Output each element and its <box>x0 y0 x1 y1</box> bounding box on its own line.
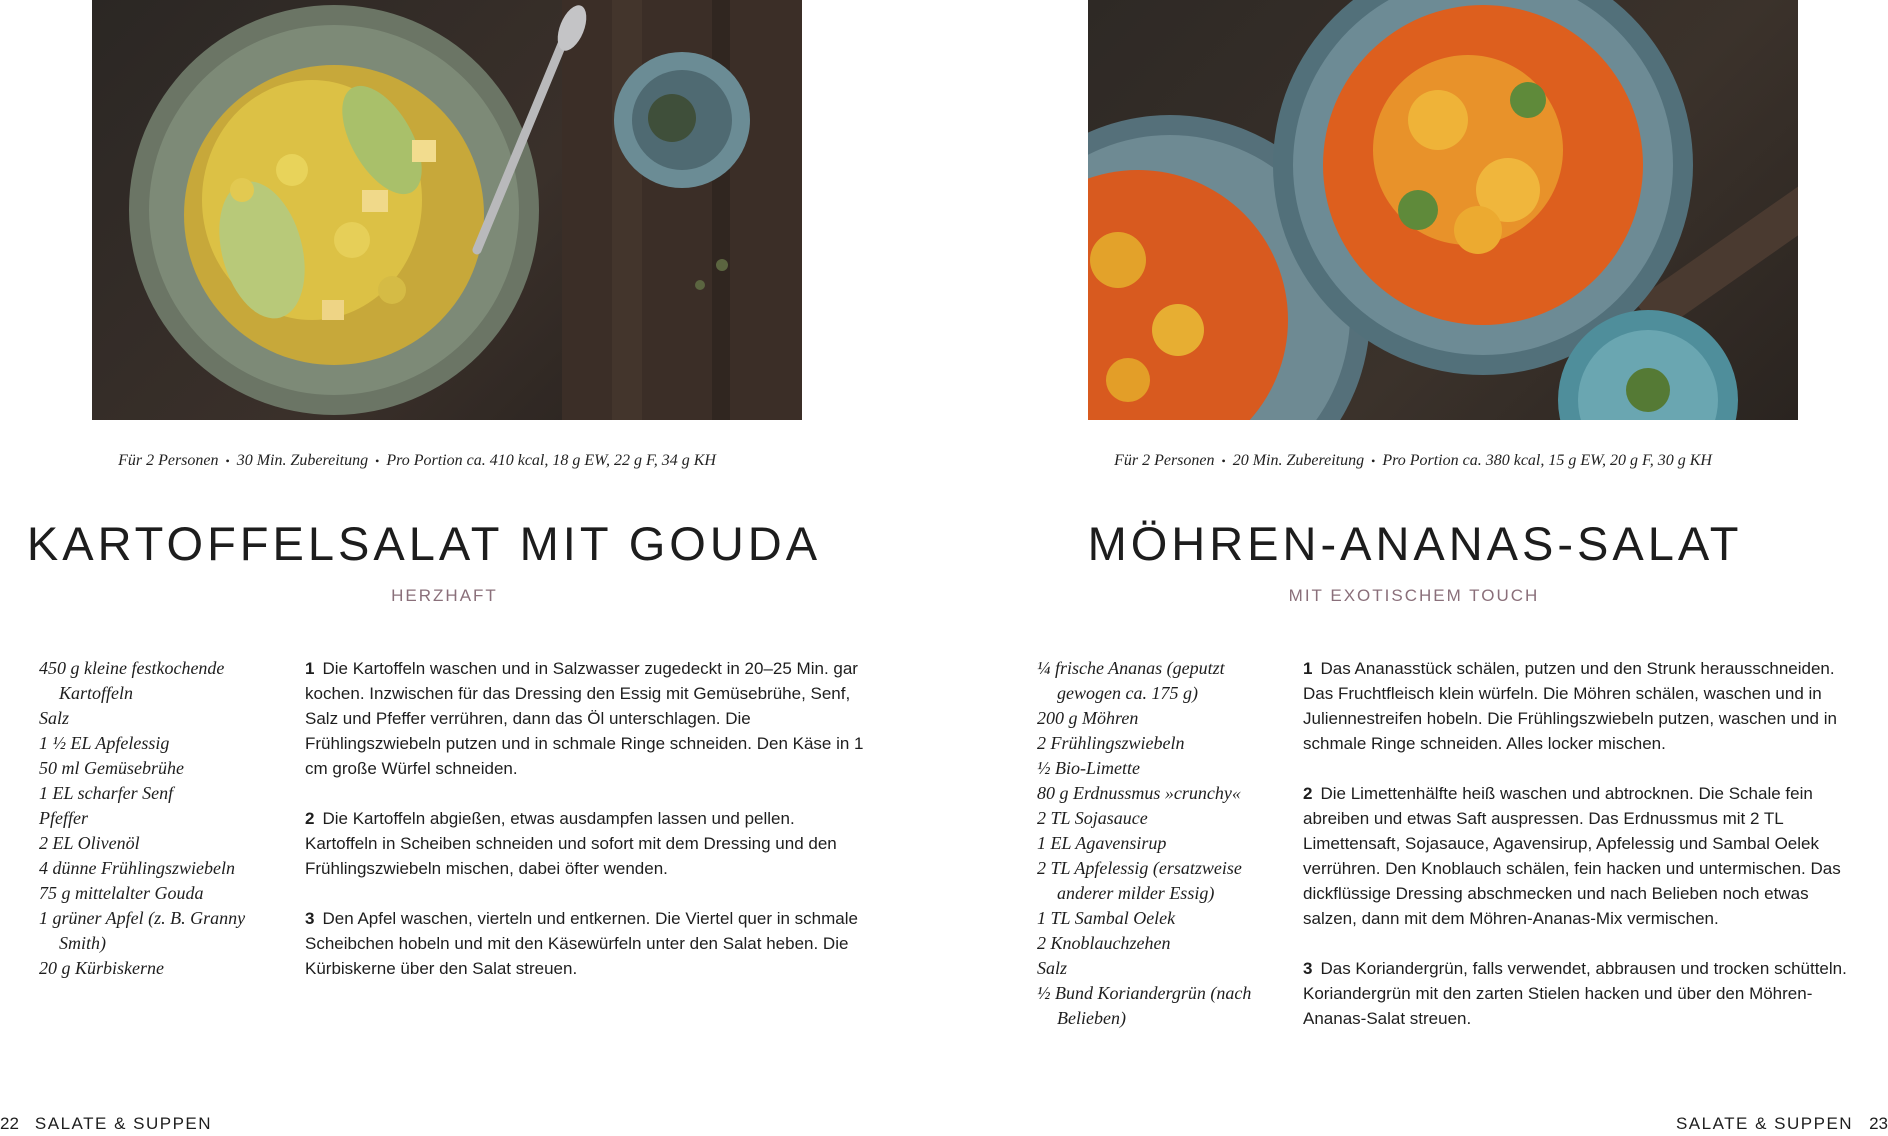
separator-dot: • <box>1221 454 1226 468</box>
page-number: 22 <box>0 1114 19 1133</box>
potato-salad-illustration <box>92 0 802 420</box>
recipe-subtitle: MIT EXOTISCHEM TOUCH <box>1288 586 1540 605</box>
ingredient-item: 80 g Erdnussmus »crunchy« <box>1037 783 1241 803</box>
recipe-meta <box>0 452 889 470</box>
instruction-step <box>1303 956 1863 1031</box>
ingredient-item: 1 TL Sambal Oelek <box>1037 908 1176 928</box>
step-number: 1 <box>1303 659 1313 678</box>
instruction-step <box>305 906 865 981</box>
nutrition: Pro Portion ca. 410 kcal, 18 g EW, 22 g F, 34 g KH <box>386 452 716 469</box>
ingredient-list <box>1037 656 1267 1031</box>
page-number: 23 <box>1869 1114 1888 1133</box>
step-text: Die Kartoffeln abgießen, etwas ausdampfen lassen und pellen. Kartoffeln in Scheiben schneiden und sofort mit dem Dressing und den Frühlingszwiebeln mischen, dabei öfter wenden. <box>305 809 837 878</box>
step-text: Das Ananasstück schälen, putzen und den Strunk herausschneiden. Das Fruchtfleisch klein würfeln. Die Möhren schälen, waschen und in Juliennestreifen hobeln. Die Frühlingszwiebeln putzen, waschen und in schmale Ringe schneiden. Alles locker mischen. <box>1303 659 1837 753</box>
section-title: SALATE & SUPPEN <box>1675 1114 1854 1133</box>
recipe-title: MÖHREN-ANANAS-SALAT <box>1087 517 1743 570</box>
step-text: Die Limettenhälfte heiß waschen und abtrocknen. Die Schale fein abreiben und etwas Saft auspressen. Das Erdnussmus mit 2 TL Limettensaft, Sojasauce, Agavensirup, Apfelessig und Sambal Oelek verrühren. Den Knoblauch schälen, fein hacken und untermischen. Das dickflüssige Dressing abschmecken und nach Belieben noch etwas salzen, dann mit dem Möhren-Ananas-Mix vermischen. <box>1303 784 1841 928</box>
ingredient-item: 75 g mittelalter Gouda <box>39 883 204 903</box>
ingredient-item: Pfeffer <box>39 808 88 828</box>
step-number: 1 <box>305 659 315 678</box>
step-number: 3 <box>1303 959 1313 978</box>
step-number: 2 <box>1303 784 1313 803</box>
instruction-step <box>305 806 865 881</box>
ingredient-item: ½ Bund Koriandergrün (nach Belieben) <box>1037 983 1252 1028</box>
servings: Für 2 Personen <box>118 452 219 469</box>
potato-salad-photo <box>92 0 802 420</box>
prep-time: 30 Min. Zubereitung <box>236 452 369 469</box>
ingredient-item: 2 Knoblauchzehen <box>1037 933 1171 953</box>
ingredient-item: 450 g kleine festkochende Kartoffeln <box>39 658 225 703</box>
page-footer <box>1676 1114 1888 1134</box>
recipe-meta <box>941 452 1885 470</box>
ingredient-list <box>39 656 269 981</box>
ingredient-item: 2 EL Olivenöl <box>39 833 140 853</box>
ingredient-item: 2 Frühlingszwiebeln <box>1037 733 1185 753</box>
instruction-step <box>305 656 865 781</box>
ingredient-item: 200 g Möhren <box>1037 708 1139 728</box>
ingredient-item: 2 TL Sojasauce <box>1037 808 1148 828</box>
recipe-title: KARTOFFELSALAT MIT GOUDA <box>26 517 822 570</box>
separator-dot: • <box>1371 454 1376 468</box>
ingredient-item: 1 grüner Apfel (z. B. Granny Smith) <box>39 908 246 953</box>
step-number: 3 <box>305 909 315 928</box>
step-text: Die Kartoffeln waschen und in Salzwasser zugedeckt in 20–25 Min. gar kochen. Inzwischen für das Dressing den Essig mit Gemüsebrühe, Senf, Salz und Pfeffer verrühren, dann das Öl unterschlagen. Die Frühlingszwiebeln putzen und in schmale Ringe schneiden. Den Käse in 1 cm große Würfel schneiden. <box>305 659 864 778</box>
ingredient-item: Salz <box>1037 958 1068 978</box>
nutrition: Pro Portion ca. 380 kcal, 15 g EW, 20 g F, 30 g KH <box>1382 452 1712 469</box>
prep-time: 20 Min. Zubereitung <box>1232 452 1365 469</box>
ingredient-item: 50 ml Gemüsebrühe <box>39 758 184 778</box>
ingredient-item: ¼ frische Ananas (geputzt gewogen ca. 175 g) <box>1037 658 1225 703</box>
ingredient-item: ½ Bio-Limette <box>1037 758 1140 778</box>
instruction-step <box>1303 656 1863 756</box>
recipe-subtitle: HERZHAFT <box>391 586 498 605</box>
ingredient-item: 1 ½ EL Apfelessig <box>39 733 170 753</box>
right-page <box>944 0 1888 1136</box>
separator-dot: • <box>225 454 230 468</box>
step-text: Das Koriandergrün, falls verwendet, abbrausen und trocken schütteln. Koriandergrün mit den zarten Stielen hacken und über den Möhren-Ananas-Salat streuen. <box>1303 959 1847 1028</box>
ingredient-item: 2 TL Apfelessig (ersatzweise anderer milder Essig) <box>1037 858 1242 903</box>
ingredient-item: 20 g Kürbiskerne <box>39 958 164 978</box>
page-footer <box>0 1114 212 1134</box>
ingredient-item: 1 EL scharfer Senf <box>39 783 174 803</box>
ingredient-item: Salz <box>39 708 70 728</box>
instruction-steps <box>1303 656 1863 1056</box>
carrot-salad-illustration <box>1088 0 1798 420</box>
step-number: 2 <box>305 809 315 828</box>
carrot-pineapple-salad-photo <box>1088 0 1798 420</box>
ingredient-item: 4 dünne Frühlingszwiebeln <box>39 858 235 878</box>
instruction-step <box>1303 781 1863 931</box>
section-title: SALATE & SUPPEN <box>34 1114 213 1133</box>
servings: Für 2 Personen <box>1114 452 1215 469</box>
ingredient-item: 1 EL Agavensirup <box>1037 833 1167 853</box>
step-text: Den Apfel waschen, vierteln und entkernen. Die Viertel quer in schmale Scheibchen hobeln und mit den Käsewürfeln unter den Salat heben. Die Kürbiskerne über den Salat streuen. <box>305 909 858 978</box>
instruction-steps <box>305 656 865 1006</box>
separator-dot: • <box>375 454 380 468</box>
